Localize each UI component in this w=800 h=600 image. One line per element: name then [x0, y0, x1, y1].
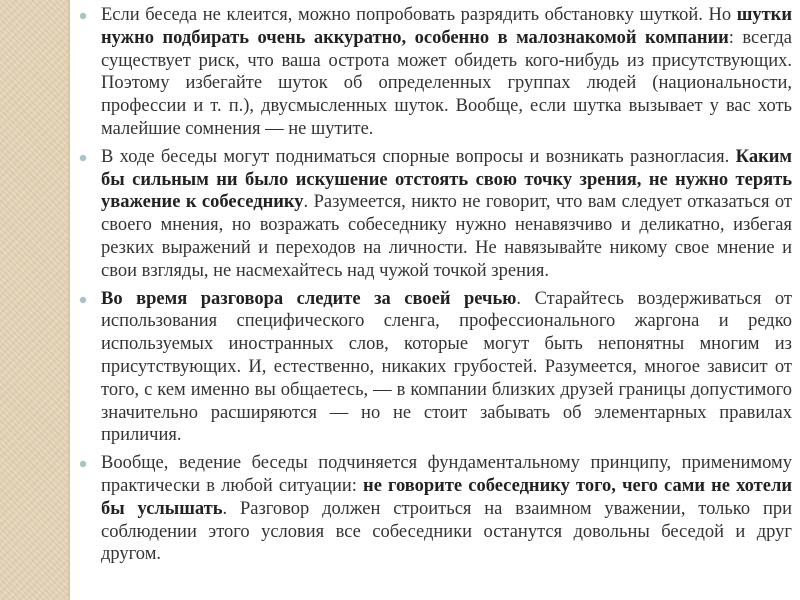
bold-text-segment: Каким бы сильным ни было искушение отстоять свою точку зрения, не нужно терять уважение к собеседнику [101, 146, 792, 213]
paragraph-text [101, 289, 792, 446]
bold-text-segment: Во время разговора следите за своей речью [101, 288, 517, 309]
paragraph-text [101, 5, 792, 139]
bullet-dot-icon [80, 461, 86, 467]
paragraph-text [101, 147, 792, 281]
bullet-paragraph-1 [76, 4, 792, 141]
bullet-dot-icon [80, 155, 86, 161]
text-segment: В ходе беседы могут подниматься спорные вопросы и возникать разногласия. [101, 146, 736, 167]
text-segment: . Разумеется, никто не говорит, что вам следует отказаться от своего мнения, но возражать собеседнику нужно ненавязчиво и деликатно, избегая резких выражений и переходов на личности. Не навязывайте никому свое мнение и свои взгляды, не насмехайтесь над чужой точкой зрения. [101, 192, 792, 281]
text-segment: . Старайтесь воздерживаться от использования специфического сленга, профессионального жаргона и редко используемых иностранных слов, которые могут быть непонятны многим из присутствующих. И, естественно, никаких грубостей. Разумеется, многое зависит от того, с кем именно вы общаетесь, — в компании близких друзей границы допустимого значительно расширяются — но не стоит забывать об элементарных правилах приличия. [101, 288, 792, 446]
bold-text-segment: шутки нужно подбирать очень аккуратно, особенно в малознакомой компании [101, 5, 792, 48]
text-segment: . Разговор должен строиться на взаимном уважении, только при соблюдении этого условия все собеседники останутся довольны беседой и друг другом. [101, 498, 792, 565]
bullet-paragraph-4 [76, 452, 792, 566]
paragraph-text [101, 453, 792, 564]
slide-content [76, 4, 792, 571]
decorative-side-band [0, 0, 68, 600]
text-segment: Если беседа не клеится, можно попробовать разрядить обстановку шуткой. Но [101, 5, 737, 25]
text-segment: Вообще, ведение беседы подчиняется фундаментальному принципу, применимому практически в любой ситуации: [101, 453, 792, 496]
bullet-dot-icon [80, 297, 86, 303]
bold-text-segment: не говорите собеседнику того, чего сами не хотели бы услышать [101, 475, 792, 519]
bullet-paragraph-3 [76, 288, 792, 448]
bullet-paragraph-2 [76, 146, 792, 283]
text-segment: : всегда существует риск, что ваша острота может обидеть кого-нибудь из присутствующих. Поэтому избегайте шуток об определенных группах людей (национальности, профессии и т. п.), двусмысленных шуток. Вообще, если шутка вызывает у вас хоть малейшие сомнения — не шутите. [101, 27, 792, 139]
bullet-dot-icon [80, 13, 86, 19]
side-band-edge [68, 0, 70, 600]
